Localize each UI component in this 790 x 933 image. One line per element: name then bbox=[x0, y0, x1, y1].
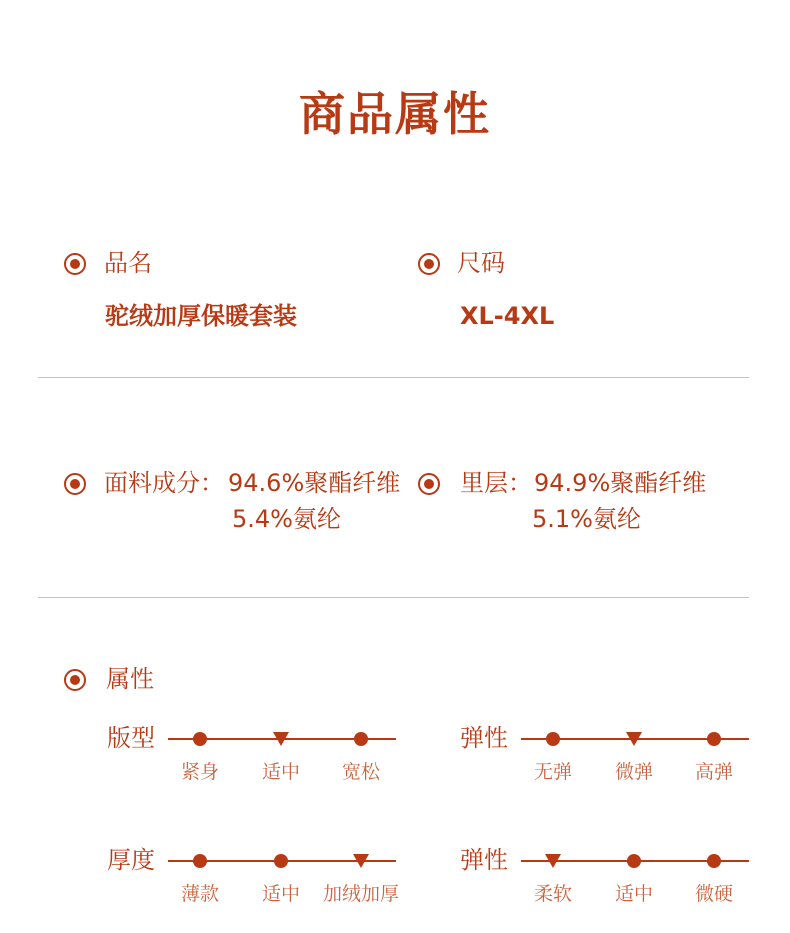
bullet-icon bbox=[64, 473, 86, 495]
product-name-value: 驼绒加厚保暖套装 bbox=[105, 302, 297, 330]
attributes-label: 属性 bbox=[106, 665, 154, 693]
scale-dot-icon bbox=[193, 732, 207, 746]
scale-option: 薄款 bbox=[180, 883, 219, 905]
product-name-label: 品名 bbox=[104, 249, 152, 277]
divider bbox=[38, 597, 749, 598]
lining-label: 里层： bbox=[460, 469, 532, 497]
scale-track bbox=[521, 724, 749, 754]
scale-option: 适中 bbox=[261, 761, 300, 783]
scale-option: 高弹 bbox=[694, 761, 733, 783]
scale-name: 弹性 bbox=[460, 846, 508, 874]
scale-dot-icon bbox=[707, 732, 721, 746]
scale-option: 微弹 bbox=[614, 761, 653, 783]
size-value: XL-4XL bbox=[460, 302, 555, 330]
fabric-label: 面料成分： bbox=[104, 469, 224, 497]
scale-track bbox=[168, 724, 396, 754]
scale-option: 适中 bbox=[614, 883, 653, 905]
bullet-icon bbox=[418, 473, 440, 495]
scale-option: 宽松 bbox=[341, 761, 380, 783]
scale-option: 微硬 bbox=[694, 883, 733, 905]
selected-triangle-icon bbox=[545, 854, 561, 868]
bullet-icon bbox=[64, 669, 86, 691]
scale-option: 无弹 bbox=[533, 761, 572, 783]
lining-value-line2: 5.1%氨纶 bbox=[532, 505, 641, 533]
selected-triangle-icon bbox=[273, 732, 289, 746]
scale-option: 适中 bbox=[261, 883, 300, 905]
selected-triangle-icon bbox=[626, 732, 642, 746]
scale-name: 弹性 bbox=[460, 724, 508, 752]
scale-dot-icon bbox=[354, 732, 368, 746]
scale-option: 柔软 bbox=[533, 883, 572, 905]
fabric-value-line2: 5.4%氨纶 bbox=[232, 505, 341, 533]
bullet-icon bbox=[418, 253, 440, 275]
divider bbox=[38, 377, 749, 378]
size-label: 尺码 bbox=[457, 249, 505, 277]
scale-option: 加绒加厚 bbox=[322, 883, 399, 905]
page-title: 商品属性 bbox=[299, 87, 491, 141]
selected-triangle-icon bbox=[353, 854, 369, 868]
scale-dot-icon bbox=[627, 854, 641, 868]
scale-track bbox=[521, 846, 749, 876]
scale-dot-icon bbox=[193, 854, 207, 868]
scale-name: 版型 bbox=[107, 724, 155, 752]
scale-dot-icon bbox=[274, 854, 288, 868]
lining-value-line1: 94.9%聚酯纤维 bbox=[534, 469, 707, 497]
scale-name: 厚度 bbox=[107, 846, 155, 874]
scale-option: 紧身 bbox=[180, 761, 219, 783]
scale-dot-icon bbox=[546, 732, 560, 746]
bullet-icon bbox=[64, 253, 86, 275]
fabric-value-line1: 94.6%聚酯纤维 bbox=[228, 469, 401, 497]
scale-track bbox=[168, 846, 396, 876]
scale-dot-icon bbox=[707, 854, 721, 868]
